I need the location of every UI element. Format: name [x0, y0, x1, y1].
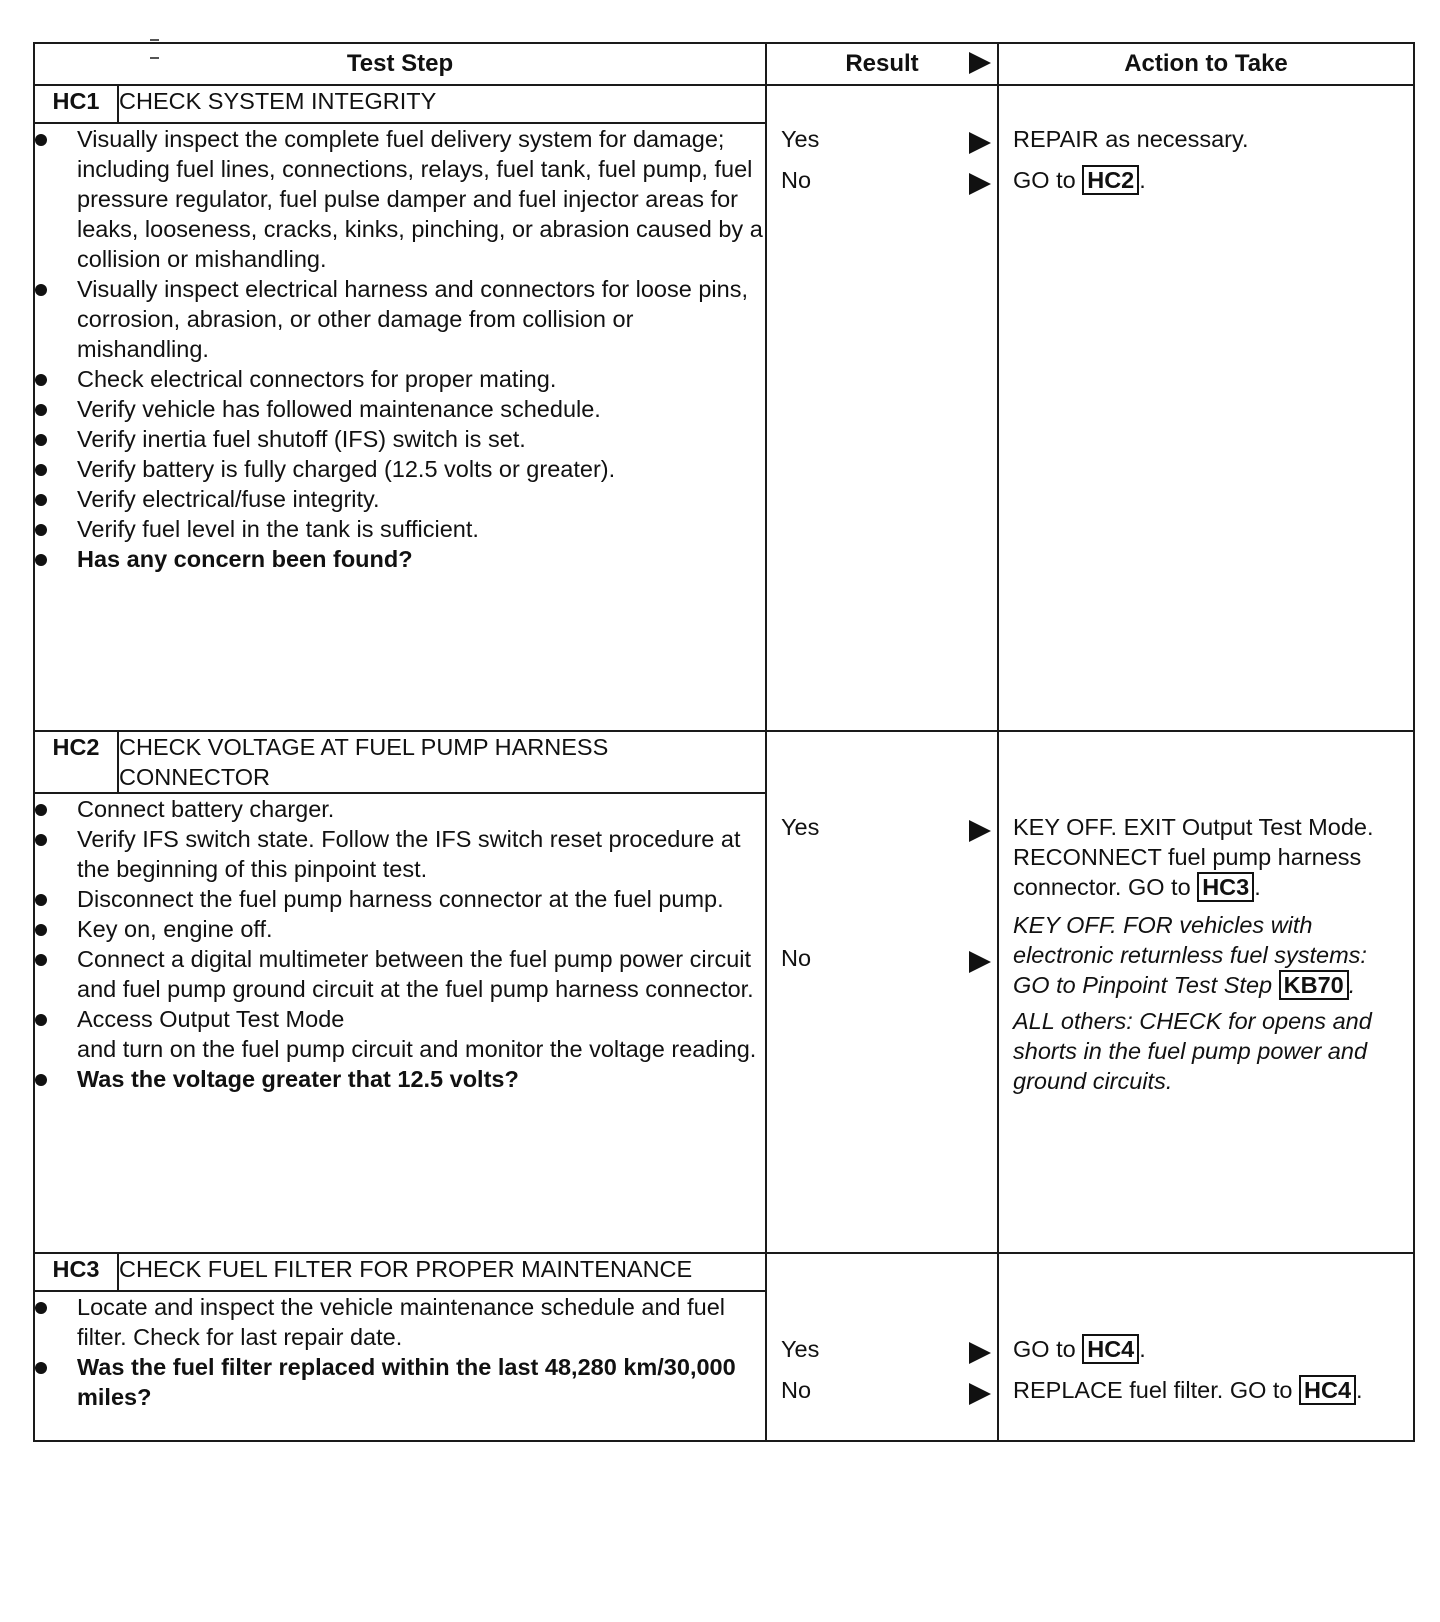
- step-bullet: Verify electrical/fuse integrity.: [35, 484, 765, 514]
- result-yes: [767, 812, 997, 943]
- action-text: .: [1139, 167, 1146, 193]
- arrow-right-icon: [969, 132, 991, 154]
- step-bullet: Key on, engine off.: [35, 914, 765, 944]
- step-id: HC1: [34, 85, 118, 123]
- action-no: [999, 910, 1413, 1000]
- step-body: [34, 123, 766, 731]
- step-title: CHECK FUEL FILTER FOR PROPER MAINTENANCE: [118, 1253, 766, 1291]
- result-yes: [767, 1334, 997, 1375]
- arrow-right-icon: [969, 951, 991, 973]
- step-question: Was the fuel filter replaced within the last 48,280 km/30,000 miles?: [35, 1352, 765, 1412]
- action-yes: [999, 1334, 1413, 1375]
- scan-mark: [150, 28, 190, 30]
- step-bullet: Visually inspect electrical harness and connectors for loose pins, corrosion, abrasion, or other damage from collision or mishandling.: [35, 274, 765, 364]
- result-no-label: No: [781, 1377, 812, 1403]
- header-result: [766, 43, 998, 85]
- step-bullet: Visually inspect the complete fuel delivery system for damage; including fuel lines, connections, relays, fuel tank, fuel pump, fuel pressure regulator, fuel pulse damper and fuel injector areas for leaks, looseness, cracks, kinks, pinching, or abrasion caused by a collision or mishandling.: [35, 124, 765, 274]
- result-no: [767, 165, 997, 206]
- step-bullet: Verify inertia fuel shutoff (IFS) switch is set.: [35, 424, 765, 454]
- action-cell: [998, 85, 1414, 731]
- result-no: [767, 1375, 997, 1416]
- result-yes-label: Yes: [781, 126, 820, 152]
- step-reference: HC3: [1197, 872, 1254, 902]
- action-text: KEY OFF. FOR vehicles with electronic returnless fuel systems: GO to Pinpoint Test Step: [1013, 912, 1367, 998]
- action-cell: [998, 1253, 1414, 1441]
- result-no-label: No: [781, 167, 812, 193]
- arrow-right-icon: [969, 820, 991, 842]
- arrow-right-icon: [969, 52, 991, 74]
- step-title: CHECK SYSTEM INTEGRITY: [118, 85, 766, 123]
- pinpoint-test-table: [33, 42, 1415, 1442]
- step-hc2-title-row: [34, 731, 1414, 793]
- step-bullet: Check electrical connectors for proper mating.: [35, 364, 765, 394]
- action-text: .: [1254, 874, 1261, 900]
- header-row: [34, 43, 1414, 85]
- step-hc1-title-row: [34, 85, 1414, 123]
- action-yes: REPAIR as necessary.: [1013, 126, 1249, 152]
- action-text: REPLACE fuel filter. GO to: [1013, 1377, 1293, 1403]
- step-body: [34, 1291, 766, 1441]
- step-question: Was the voltage greater that 12.5 volts?: [35, 1064, 765, 1094]
- step-question: Has any concern been found?: [35, 544, 765, 574]
- step-reference: HC4: [1299, 1375, 1356, 1405]
- result-cell: [766, 1253, 998, 1441]
- step-bullet: Verify battery is fully charged (12.5 volts or greater).: [35, 454, 765, 484]
- action-text: .: [1348, 972, 1356, 998]
- action-text: .: [1139, 1336, 1146, 1362]
- step-bullet: Connect battery charger.: [35, 794, 765, 824]
- step-title: CHECK VOLTAGE AT FUEL PUMP HARNESS CONNECTOR: [118, 731, 766, 793]
- step-list: [35, 794, 765, 1094]
- step-hc3-title-row: [34, 1253, 1414, 1291]
- arrow-right-icon: [969, 173, 991, 195]
- step-id: HC3: [34, 1253, 118, 1291]
- step-reference: HC4: [1082, 1334, 1139, 1364]
- action-text: KEY OFF. EXIT Output Test Mode. RECONNECT fuel pump harness connector. GO to: [1013, 814, 1374, 900]
- action-no-extra: ALL others: CHECK for opens and shorts in the fuel pump power and ground circuits.: [1013, 1008, 1372, 1094]
- result-cell: [766, 731, 998, 1253]
- result-no: [767, 943, 997, 984]
- header-test-step: Test Step: [34, 43, 766, 85]
- step-reference: KB70: [1279, 970, 1349, 1000]
- step-bullet: Verify IFS switch state. Follow the IFS switch reset procedure at the beginning of this pinpoint test.: [35, 824, 765, 884]
- arrow-right-icon: [969, 1342, 991, 1364]
- result-cell: [766, 85, 998, 731]
- step-bullet: [35, 1004, 765, 1064]
- step-bullet: Locate and inspect the vehicle maintenance schedule and fuel filter. Check for last repair date.: [35, 1292, 765, 1352]
- action-text: .: [1356, 1377, 1363, 1403]
- step-bullet: Connect a digital multimeter between the fuel pump power circuit and fuel pump ground circuit at the fuel pump harness connector.: [35, 944, 765, 1004]
- step-id: HC2: [34, 731, 118, 793]
- access-line-2: and turn on the fuel pump circuit and monitor the voltage reading.: [77, 1036, 757, 1062]
- step-reference: HC2: [1082, 165, 1139, 195]
- step-list: [35, 1292, 765, 1412]
- arrow-right-icon: [969, 1383, 991, 1405]
- header-result-label: Result: [845, 50, 919, 77]
- action-text: GO to: [1013, 167, 1076, 193]
- step-body: [34, 793, 766, 1253]
- result-yes: [767, 124, 997, 165]
- step-list: [35, 124, 765, 574]
- result-yes-label: Yes: [781, 814, 820, 840]
- access-line-1: Access Output Test Mode: [77, 1006, 345, 1032]
- step-bullet: Disconnect the fuel pump harness connector at the fuel pump.: [35, 884, 765, 914]
- step-bullet: Verify vehicle has followed maintenance schedule.: [35, 394, 765, 424]
- result-yes-label: Yes: [781, 1336, 820, 1362]
- action-no: [999, 1375, 1413, 1405]
- result-no-label: No: [781, 945, 812, 971]
- action-cell: [998, 731, 1414, 1253]
- step-bullet: Verify fuel level in the tank is sufficient.: [35, 514, 765, 544]
- header-action: Action to Take: [998, 43, 1414, 85]
- action-text: GO to: [1013, 1336, 1076, 1362]
- action-yes: [999, 812, 1413, 902]
- action-no: [999, 165, 1413, 195]
